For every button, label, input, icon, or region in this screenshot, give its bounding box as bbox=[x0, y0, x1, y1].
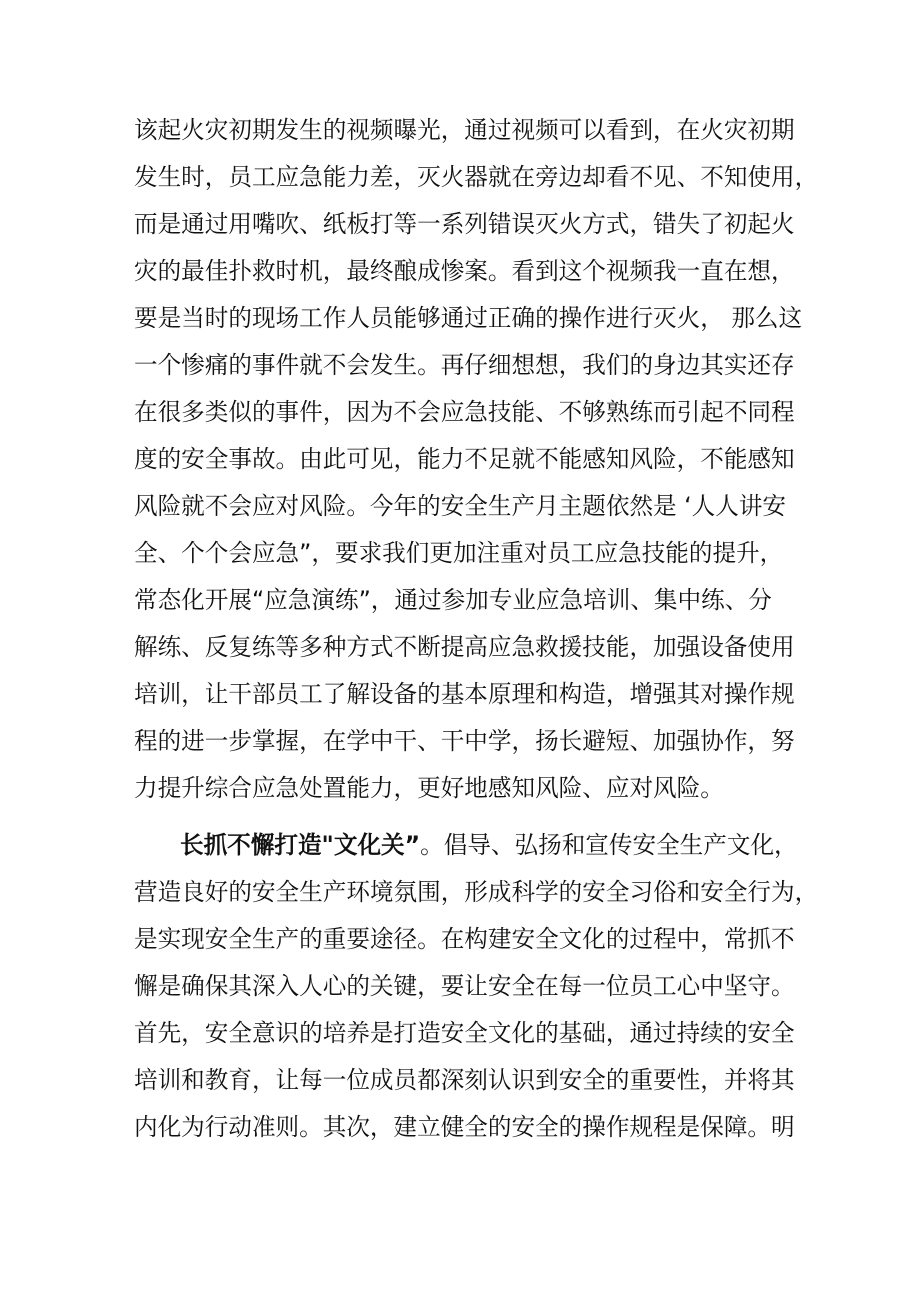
paragraph-1-line: 培训，让干部员工了解设备的基本原理和构造，增强其对操作规 bbox=[134, 680, 795, 708]
section-heading: 长抓不懈打造"文化关” bbox=[180, 831, 421, 859]
paragraph-1-line: 发生时，员工应急能力差，灭火器就在旁边却看不见、不知使用， bbox=[134, 163, 819, 191]
paragraph-1-line: 灾的最佳扑救时机，最终酿成惨案。看到这个视频我一直在想， bbox=[134, 257, 795, 285]
paragraph-1-line: 全、个个会应急”，要求我们更加注重对员工应急技能的提升， bbox=[134, 539, 784, 567]
paragraph-1-line: 要是当时的现场工作人员能够通过正确的操作进行灭火， 那么这 bbox=[134, 304, 803, 332]
paragraph-1-line: 程的进一步掌握，在学中干、干中学，扬长避短、加强协作，努 bbox=[134, 727, 795, 755]
paragraph-1-line: 力提升综合应急处置能力，更好地感知风险、应对风险。 bbox=[134, 774, 724, 802]
paragraph-2-line: 首先，安全意识的培养是打造安全文化的基础，通过持续的安全 bbox=[134, 1019, 795, 1047]
paragraph-1-line: 解练、反复练等多种方式不断提高应急救援技能，加强设备使用 bbox=[134, 633, 795, 661]
paragraph-1-line: 该起火灾初期发生的视频曝光，通过视频可以看到，在火灾初期 bbox=[134, 116, 795, 144]
paragraph-2-line: 懈是确保其深入人心的关键，要让安全在每一位员工心中坚守。 bbox=[134, 972, 795, 1000]
paragraph-2-first-line-text: 。倡导、弘扬和宣传安全生产文化， bbox=[420, 831, 798, 859]
paragraph-1-line: 在很多类似的事件，因为不会应急技能、不够熟练而引起不同程 bbox=[134, 398, 795, 426]
paragraph-2-line: 是实现安全生产的重要途径。在构建安全文化的过程中，常抓不 bbox=[134, 925, 795, 953]
paragraph-2-line: 营造良好的安全生产环境氛围，形成科学的安全习俗和安全行为， bbox=[134, 878, 819, 906]
paragraph-2-line: 内化为行动准则。其次，建立健全的安全的操作规程是保障。明 bbox=[134, 1113, 795, 1141]
paragraph-1-line: 一个惨痛的事件就不会发生。再仔细想想，我们的身边其实还存 bbox=[134, 351, 795, 379]
paragraph-2-line: 培训和教育，让每一位成员都深刻认识到安全的重要性，并将其 bbox=[134, 1066, 795, 1094]
paragraph-1-line: 常态化开展“应急演练”，通过参加专业应急培训、集中练、分 bbox=[134, 586, 772, 614]
paragraph-1-line: 而是通过用嘴吹、纸板打等一系列错误灭火方式，错失了初起火 bbox=[134, 210, 795, 238]
paragraph-1-line: 度的安全事故。由此可见，能力不足就不能感知风险，不能感知 bbox=[134, 445, 795, 473]
paragraph-1-line: 风险就不会应对风险。今年的安全生产月主题依然是 ‘人人讲安 bbox=[134, 492, 787, 520]
paragraph-2-first-line bbox=[180, 830, 798, 860]
